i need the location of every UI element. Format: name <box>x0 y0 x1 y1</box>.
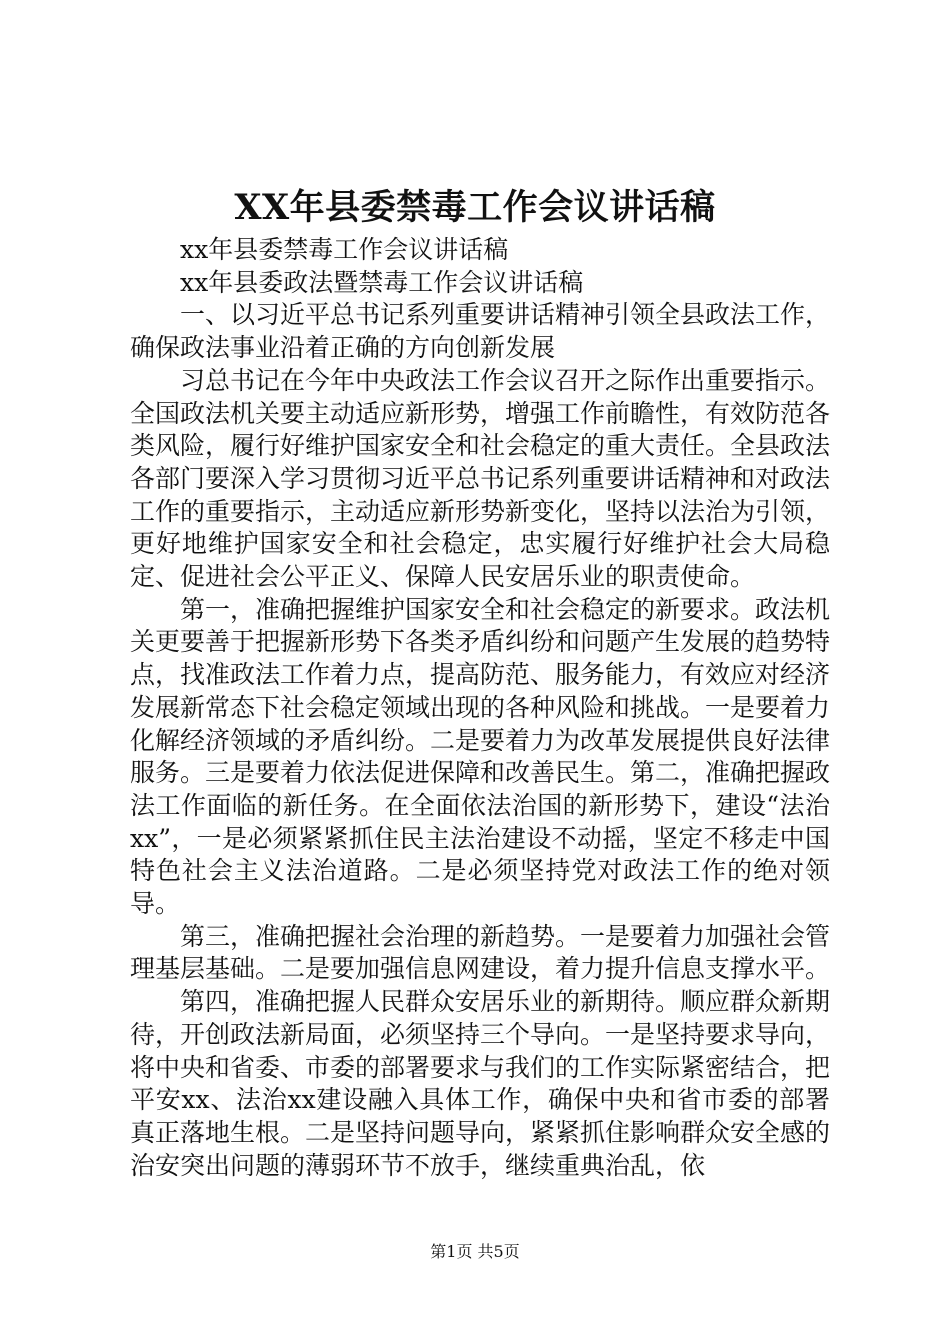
paragraph: 第三，准确把握社会治理的新趋势。一是要着力加强社会管理基层基础。二是要加强信息网建设，着力提升信息支撑水平。 <box>130 921 831 984</box>
paragraph: xx年县委政法暨禁毒工作会议讲话稿 <box>180 267 584 297</box>
document-body <box>130 234 830 1182</box>
section-heading: 一、以习近平总书记系列重要讲话精神引领全县政法工作，确保政法事业沿着正确的方向创新发展 <box>130 300 831 363</box>
paragraph: 第一，准确把握维护国家安全和社会稳定的新要求。政法机关更要善于把握新形势下各类矛盾纠纷和问题产生发展的趋势特点，找准政法工作着力点，提高防范、服务能力，有效应对经济发展新常态下社会稳定领域出现的各种风险和挑战。一是要着力化解经济领域的矛盾纠纷。二是要着力为改革发展提供良好法律服务。三是要着力依法促进保障和改善民生。第二，准确把握政法工作面临的新任务。在全面依法治国的新形势下，建设“法治xx”，一是必须紧紧抓住民主法治建设不动摇，坚定不移走中国特色社会主义法治道路。二是必须坚持党对政法工作的绝对领导。 <box>130 594 831 919</box>
page-footer: 第1页 共5页 <box>430 1242 520 1261</box>
document-title: XX年县委禁毒工作会议讲话稿 <box>234 187 716 228</box>
paragraph: xx年县委禁毒工作会议讲话稿 <box>180 235 509 264</box>
paragraph: 习总书记在今年中央政法工作会议召开之际作出重要指示。全国政法机关要主动适应新形势，增强工作前瞻性，有效防范各类风险，履行好维护国家安全和社会稳定的重大责任。全县政法各部门要深入学习贯彻习近平总书记系列重要讲话精神和对政法工作的重要指示，主动适应新形势新变化，坚持以法治为引领，更好地维护国家安全和社会稳定，忠实履行好维护社会大局稳定、促进社会公平正义、保障人民安居乐业的职责使命。 <box>130 365 831 592</box>
paragraph: 第四，准确把握人民群众安居乐业的新期待。顺应群众新期待，开创政法新局面，必须坚持三个导向。一是坚持要求导向，将中央和省委、市委的部署要求与我们的工作实际紧密结合，把平安xx、法治xx建设融入具体工作，确保中央和省市委的部署真正落地生根。二是坚持问题导向，紧紧抓住影响群众安全感的治安突出问题的薄弱环节不放手，继续重典治乱，依 <box>130 987 831 1180</box>
